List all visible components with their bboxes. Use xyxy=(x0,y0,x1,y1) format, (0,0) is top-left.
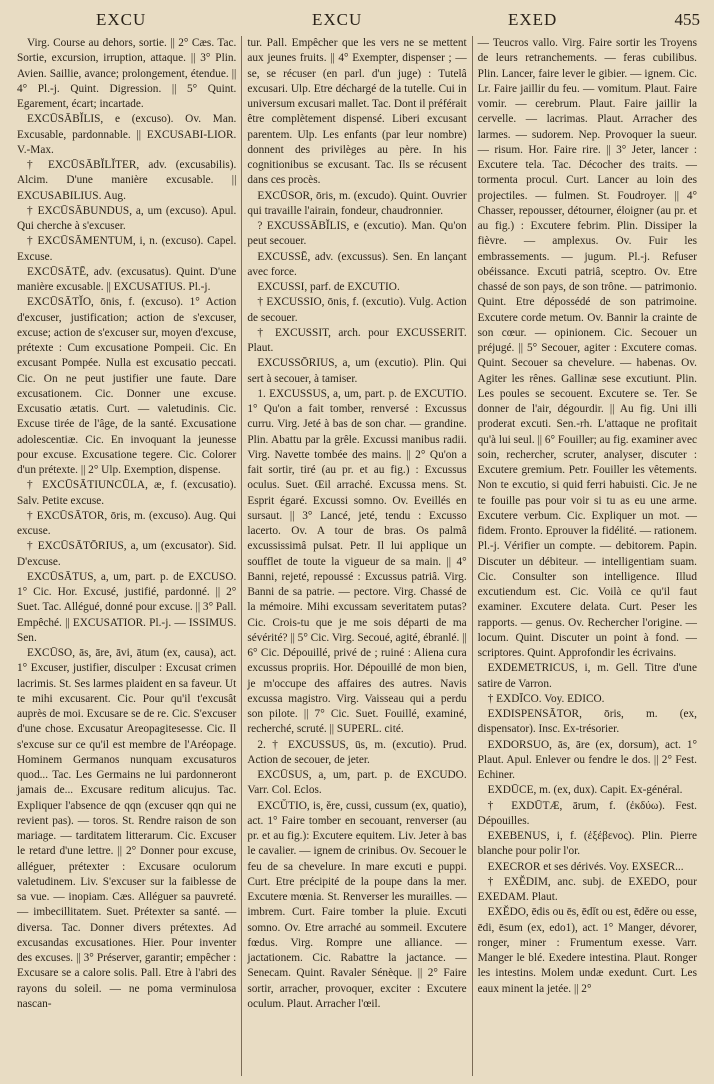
dictionary-entry: EXCŪSO, ās, āre, āvi, ātum (ex, causa), act. 1° Excuser, justifier, disculper : Excusat crimen lacrimis. St. Ses larmes plaident en sa faveur. Ut te mihi excusarent. Cic. Pour qu'il t'excusât auprès de moi. Excusare se de re. Cic. S'excuser d'une chose. Excusatur Areopagitesesse. Cic. Il s'excuse sur ce qu'il est membre de l'Aréopage. Hominem Germanos nunquam excusaturos quod... Tac. Les Germains ne lui pardonneront jamais de... Excusare reditum alicujus. Tac. Expliquer l'absence de qqn (excuser qqn qui ne revient pas). — toros. St. Rendre raison de son mariage. — tarditatem litterarum. Cic. Excuser le retard d'une lettre. || 2° Donner pour excuse, alléguer, prétexter : Excusare oculorum valetudinem. Liv. S'excuser sur la faiblesse de sa vue. — inopiam. Cæs. Alléguer sa pauvreté. — imbecillitatem. Suet. Prétexter sa santé. — diversa. Tac. Donner divers prétextes. Ad excusandas excusationes. Hier. Pour inventer des excuses. || 3° Préserver, garantir; empêcher : Excusare se a calore solis. Pall. Etre à l'abri des rayons du soleil. — ne poma verminulosa nascan- xyxy=(17,647,237,1010)
dictionary-entry: † EXCŪSĀTIUNCŪLA, æ, f. (excusatio). Salv. Petite excuse. xyxy=(17,479,237,507)
dictionary-entry: † EXCUSSIO, ōnis, f. (excutio). Vulg. Action de secouer. xyxy=(247,296,467,324)
dictionary-entry: EXCŪSĀTĬO, ōnis, f. (excuso). 1° Action d'excuser, justification; action de s'excuser, excuse; action de s'excuser sur, moyen d'excuse, prétexte : Cum excusatione Pompeii. Cic. En excusant Pompée. Nulla est excusatio peccati. Cic. On ne peut justifier une faute. Dare excusationem. Cic. Donner une excuse. Excusatio ætatis. Curt. — valetudinis. Cic. Excuse tirée de l'âge, de la santé. Excusatione adolescentiæ. Cic. En invoquant la jeunesse pour excuse. Excusatione tegere. Cic. Colorer d'un prétexte. || 2° Ulp. Exemption, dispense. xyxy=(17,296,237,476)
dictionary-column-1 xyxy=(12,36,241,1076)
dictionary-entry: † EXDĪCO. Voy. EDICO. xyxy=(487,692,605,705)
dictionary-columns xyxy=(12,36,702,1076)
dictionary-entry: EXDISPENSĀTOR, ōris, m. (ex, dispensator). Insc. Ex-trésorier. xyxy=(477,708,697,736)
dictionary-entry: EXCŪSĀBĬLIS, e (excuso). Ov. Man. Excusable, pardonnable. || EXCUSABI-LIOR. V.-Max. xyxy=(17,113,237,156)
dictionary-entry: EXCUSSĒ, adv. (excussus). Sen. En lançant avec force. xyxy=(247,250,467,278)
dictionary-entry: † EXĔDIM, anc. subj. de EXEDO, pour EXEDAM. Plaut. xyxy=(477,875,697,903)
dictionary-entry: EXĔDO, ēdis ou ēs, ēdĭt ou est, ēdĕre ou esse, ēdi, ēsum (ex, edo1), act. 1° Manger, dévorer, ronger, miner : Frumentum exesse. Varr. Manger le blé. Exedere intestina. Plaut. Ronger les intestins. Molem undæ exedunt. Curt. Les eaux minent la jetée. || 2° xyxy=(477,906,697,995)
dictionary-entry: 2. † EXCUSSUS, ūs, m. (excutio). Prud. Action de secouer, de jeter. xyxy=(247,738,467,766)
dictionary-entry: EXCŪSOR, ōris, m. (excudo). Quint. Ouvrier qui travaille l'airain, fondeur, chaudronnier. xyxy=(247,189,467,217)
dictionary-entry: EXEBENUS, i, f. (ἐξέβενος). Plin. Pierre blanche pour polir l'or. xyxy=(477,830,697,858)
dictionary-entry: † EXCŪSĀMENTUM, i, n. (excuso). Capel. Excuse. xyxy=(17,235,237,263)
dictionary-entry: EXCŬTIO, is, ĕre, cussi, cussum (ex, quatio), act. 1° Faire tomber en secouant, renverser (au pr. et au fig.): Excutere equitem. Liv. Jeter à bas le cavalier. — ignem de crinibus. Ov. Secouer le feu de sa chevelure. In mare excuti e puppi. Curt. Etre précipité de la poupe dans la mer. Excutere mœnia. St. Renverser les murailles. — imbrem. Curt. Faire tomber la pluie. Excuti somno. Ov. Etre arraché au sommeil. Excutere fœdus. Virg. Rompre une alliance. — jactationem. Cic. Rabattre la jactance. — Senecam. Quint. Ravaler Sénèque. || 2° Faire sortir, arracher, provoquer, exciter : Excutere oculum. Plaut. Arracher l'œil. xyxy=(247,799,467,1010)
dictionary-entry: † EXCŪSĀTŌRIUS, a, um (excusator). Sid. D'excuse. xyxy=(17,540,237,568)
dictionary-entry: EXCŪSĀTĒ, adv. (excusatus). Quint. D'une manière excusable. || EXCUSATIUS. Pl.-j. xyxy=(17,265,237,293)
right-column-guide-word: EXED xyxy=(508,10,558,29)
center-column-guide-word: EXCU xyxy=(312,10,363,29)
dictionary-entry: 1. EXCUSSUS, a, um, part. p. de EXCUTIO. 1° Qu'on a fait tomber, renversé : Excussus curru. Virg. Jeté à bas de son char. — grandine. Plin. Abattu par la grêle. Excussi manibus radii. Virg. Navette tombée des mains. || 2° Qu'on a fait sortir, tiré (au pr. et au fig.) : Excussus oculus. Suet. Œil arraché. Excussa mens. St. Esprit égaré. Excussi somno. Ov. Eveillés en sursaut. || 3° Lancé, jeté, tendu : Excusso lacerto. Ov. A tour de bras. Os palmâ excussissimâ pulsat. Petr. Il lui applique un soufflet de toute la vigueur de sa main. || 4° Banni, rejeté, repoussé : Excussus patriâ. Virg. Banni de sa patrie. — pectore. Virg. Chassé de la mémoire. Mihi excussam severitatem putas? Cic. Crois-tu que je me sois départi de ma sévérité? || 5° Cic. Virg. Secoué, agité, ébranlé. || 6° Cic. Dépouillé, privé de ; ruiné : Aliena cura excussus propriis. Hor. Dépouillé de mon bien, je m'occupe des affaires des autres. Navis excussa magistro. Virg. Vaisseau qui a perdu son pilote. || 7° Cic. Suet. Fouillé, examiné, recherché, scruté. || SUPERL. cité. xyxy=(247,387,467,736)
dictionary-entry: † EXCŪSĀBĬLĬTER, adv. (excusabilis). Alcim. D'une manière excusable. || EXCUSABILIUS. Aug. xyxy=(17,159,237,202)
dictionary-entry: EXECROR et ses dérivés. Voy. EXSECR... xyxy=(487,860,684,873)
dictionary-entry: EXCUSSI, parf. de EXCUTIO. xyxy=(257,281,400,293)
dictionary-entry: EXDEMETRICUS, i, m. Gell. Titre d'une satire de Varron. xyxy=(477,662,697,690)
dictionary-entry: † EXDŪTÆ, ārum, f. (ἐκδύω). Fest. Dépouilles. xyxy=(477,799,697,827)
dictionary-entry: EXDŪCE, m. (ex, dux). Capit. Ex-général. xyxy=(487,784,683,797)
page-header xyxy=(0,10,714,34)
dictionary-entry: tur. Pall. Empêcher que les vers ne se mettent aux jeunes fruits. || 4° Exempter, dispenser ; — se, se récuser (en parl. d'un juge) : Tutelâ excusari. Ulp. Etre déchargé de la tutelle. Cui in universum excusari mallet. Tac. Dont il préférait être complètement dispensé. Liberi excusant parentem. Ulp. Les enfants (par leur nombre) donnent des privilèges au père. In his cognitionibus se excusant. Tac. Ils se récusent dans ces procès. xyxy=(247,37,467,187)
page-number: 455 xyxy=(674,10,700,29)
left-column-guide-word: EXCU xyxy=(96,10,147,29)
dictionary-entry: EXCŪSUS, a, um, part. p. de EXCUDO. Varr. Col. Eclos. xyxy=(247,769,467,797)
dictionary-column-2 xyxy=(241,36,471,1076)
dictionary-entry: EXCUSSŌRIUS, a, um (excutio). Plin. Qui sert à secouer, à tamiser. xyxy=(247,357,467,385)
dictionary-entry: EXCŪSĀTUS, a, um, part. p. de EXCUSO. 1° Cic. Hor. Excusé, justifié, pardonné. || 2° Suet. Tac. Allégué, donné pour excuse. || 3° Pall. Empêché. || EXCUSATIOR. Pl.-j. — ISSIMUS. Sen. xyxy=(17,570,237,644)
dictionary-entry: † EXCUSSIT, arch. pour EXCUSSERIT. Plaut. xyxy=(247,326,467,354)
dictionary-entry: EXDORSUO, ās, āre (ex, dorsum), act. 1° Plaut. Apul. Enlever ou fendre le dos. || 2° Fest. Echiner. xyxy=(477,738,697,781)
dictionary-entry: † EXCŪSĀBUNDUS, a, um (excuso). Apul. Qui cherche à s'excuser. xyxy=(17,204,237,232)
dictionary-entry: ? EXCUSSĀBĬLIS, e (excutio). Man. Qu'on peut secouer. xyxy=(247,220,467,248)
dictionary-entry: † EXCŪSĀTOR, ōris, m. (excuso). Aug. Qui excuse. xyxy=(17,509,237,537)
dictionary-entry: Virg. Course au dehors, sortie. || 2° Cæs. Tac. Sortie, excursion, irruption, attaque. || 3° Plin. Avien. Saillie, avance; prolongement, étendue. || 4° Pl.-j. Quint. Digression. || 5° Quint. Egarement, écart; incartade. xyxy=(17,37,237,110)
dictionary-entry: — Teucros vallo. Virg. Faire sortir les Troyens de leurs retranchements. — feras cubilibus. Plin. Lancer, faire lever le gibier. — ignem. Cic. Lr. Faire jaillir du feu. — vomitum. Plaut. Faire vomir. — cerebrum. Plaut. Faire jaillir la cervelle. — lacrimas. Plaut. Arracher des larmes. — sudorem. Nep. Provoquer la sueur. — risum. Hor. Faire rire. || 3° Jeter, lancer : Excutere tela. Tac. Décocher des traits. — tormenta procul. Curt. Lancer au loin des projectiles. — fulmen. St. Foudroyer. || 4° Chasser, repousser, détourner, éloigner (au pr. et au fig.) : Excutere febrim. Plin. Dissiper la fièvre. — amplexus. Ov. Fuir les embrassements. — jugum. Pl.-j. Refuser obéissance. Excuti patriâ, sceptro. Ov. Etre chassé de son pays, de son trône. — patrimonio. Quint. Etre dépossédé de son patrimoine. Excutere corde metum. Ov. Bannir la crainte de son cœur. — opinionem. Cic. Secouer un préjugé. || 5° Secouer, agiter : Excutere comas. Quint. Secouer sa chevelure. — habenas. Ov. Agiter les rênes. Gallinæ sese excutiunt. Plin. Les poules se secouent. Excutere se. Ter. Se donner de l'air, dégourdir. || Au fig. Uni illi proderat excuti. Sen.-rh. L'attaque ne profitait qu'à lui seul. || 6° Fouiller; au fig. examiner avec soin, rechercher, scruter, analyser, discuter : Excutere gremium. Petr. Fouiller les vêtements. Non te excutio, si quid ferri habuisti. Cic. Je ne te fouille pas pour voir si tu as eu une arme. Excutere verbum. Cic. Expliquer un mot. — fidem. Fronto. Eprouver la fidélité. — rationem. Pl.-j. Vérifier un compte. — debitorem. Papin. Discuter un débiteur. — intelligentiam suam. Cic. Consulter son intelligence. Illud excutiendum est. Cic. Voilà ce qu'il faut examiner. Excutere delata. Curt. Peser les rapports. — genus. Ov. Rechercher l'origine. — locum. Quint. Discuter un point à fond. — scriptores. Quint. Approfondir les écrivains. xyxy=(477,37,697,659)
dictionary-column-3 xyxy=(472,36,702,1076)
